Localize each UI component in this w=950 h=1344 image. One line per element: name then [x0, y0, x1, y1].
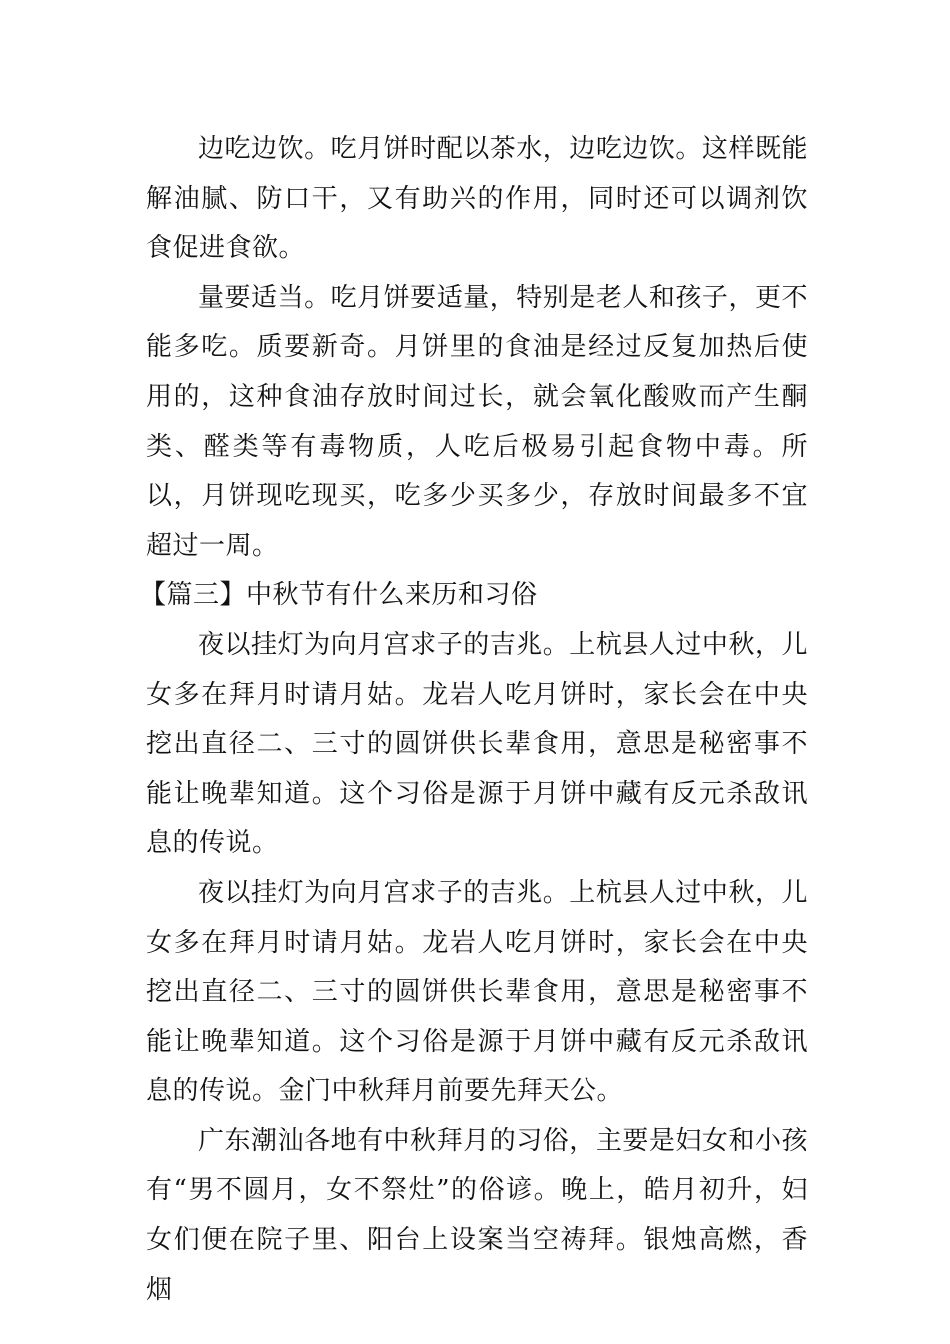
paragraph-eating-with-tea: 边吃边饮。吃月饼时配以茶水，边吃边饮。这样既能解油腻、防口干，又有助兴的作用，同时还可以调剂饮食促进食欲。 — [146, 134, 808, 264]
paragraph-lantern-custom-repeat: 夜以挂灯为向月宫求子的吉兆。上杭县人过中秋，儿女多在拜月时请月姑。龙岩人吃月饼时，家长会在中央挖出直径二、三寸的圆饼供长辈食用，意思是秘密事不能让晚辈知道。这个习俗是源于月饼中藏有反元杀敌讯息的传说。金门中秋拜月前要先拜天公。 — [146, 877, 808, 1107]
paragraph-moderate-amount: 量要适当。吃月饼要适量，特别是老人和孩子，更不能多吃。质要新奇。月饼里的食油是经过反复加热后使用的，这种食油存放时间过长，就会氧化酸败而产生酮类、醛类等有毒物质，人吃后极易引起食物中毒。所以，月饼现吃现买，吃多少买多少，存放时间最多不宜超过一周。 — [146, 282, 808, 561]
section-heading: 【篇三】中秋节有什么来历和习俗 — [140, 580, 538, 611]
document-body — [140, 125, 808, 1315]
paragraph-chaoshan-custom: 广东潮汕各地有中秋拜月的习俗，主要是妇女和小孩有“男不圆月，女不祭灶”的俗谚。晚上，皓月初升，妇女们便在院子里、阳台上设案当空祷拜。银烛高燃，香烟 — [146, 1125, 808, 1305]
paragraph-lantern-custom: 夜以挂灯为向月宫求子的吉兆。上杭县人过中秋，儿女多在拜月时请月姑。龙岩人吃月饼时，家长会在中央挖出直径二、三寸的圆饼供长辈食用，意思是秘密事不能让晚辈知道。这个习俗是源于月饼中藏有反元杀敌讯息的传说。 — [146, 629, 808, 859]
